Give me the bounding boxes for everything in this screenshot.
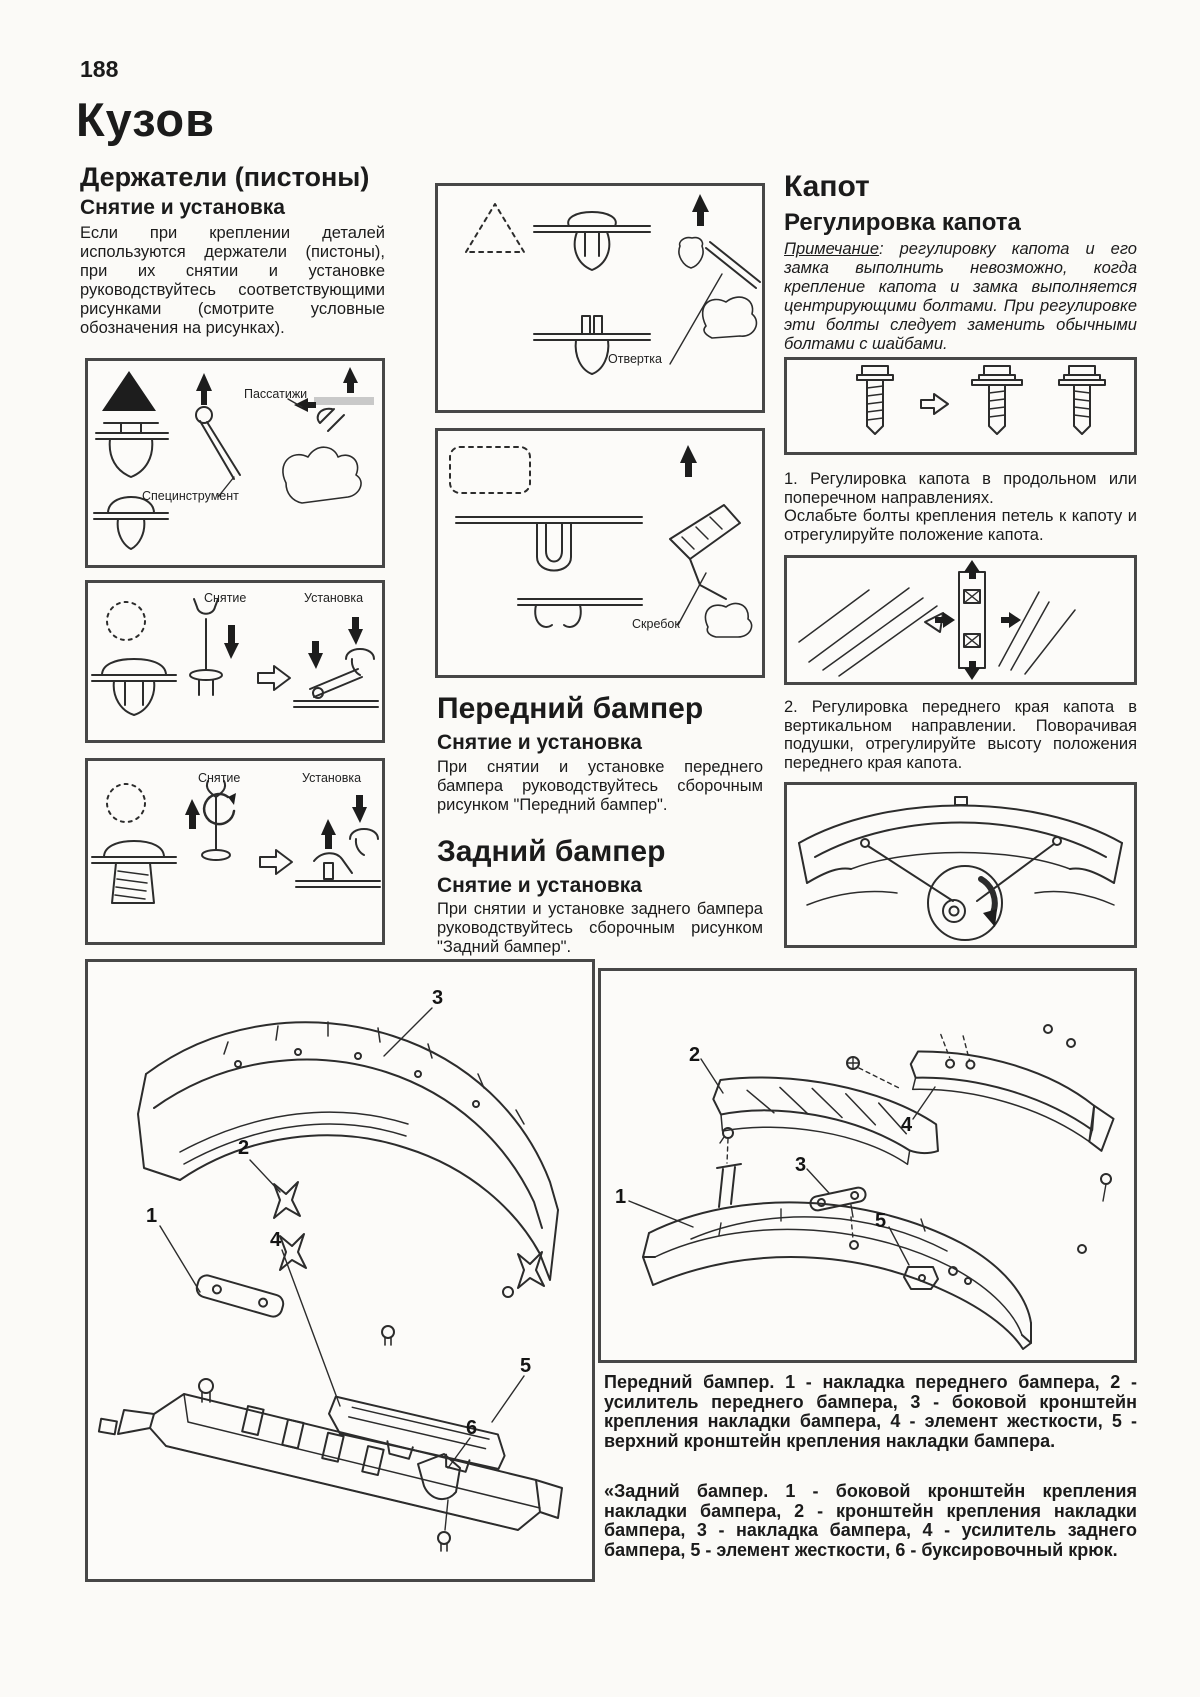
figure-rear-bumper-exploded <box>85 959 595 1582</box>
page-number: 188 <box>80 56 119 82</box>
label-removal: Снятие <box>198 771 241 785</box>
label-scraper: Скребок <box>632 617 680 631</box>
arrow-rotate-icon <box>228 793 236 805</box>
section-heading-rear-bumper: Задний бампер <box>437 835 666 868</box>
callout-3: 3 <box>795 1154 807 1176</box>
clips-scraper-drawing <box>438 431 762 675</box>
figure-front-bumper-exploded <box>598 968 1137 1363</box>
rear-bumper-drawing <box>88 962 592 1579</box>
clips-body-text: Если при креплении деталей используются держатели (пистоны), при их снятии и установке руководствуйтесь соответствующими рисунками (смотрите условные обозначения на рисунках). <box>80 224 385 337</box>
hood-step1-detail-text: Ослабьте болты крепления петель к капоту и отрегулируйте положение капота. <box>784 507 1137 544</box>
arrow-down-icon <box>352 795 367 823</box>
hood-note-text <box>784 240 1137 354</box>
callout-5: 5 <box>875 1210 887 1232</box>
note-label: Примечание <box>784 240 880 258</box>
centering-bolt <box>857 366 893 434</box>
arrow-right-icon <box>1001 612 1021 628</box>
legend-dotted-circle <box>107 602 145 640</box>
figure-clip-removal-installation-1 <box>85 580 385 743</box>
label-installation: Установка <box>302 771 362 785</box>
legend-dashed-triangle <box>466 204 524 252</box>
callout-5: 5 <box>520 1355 532 1377</box>
callout-2: 2 <box>689 1044 701 1066</box>
label-screwdriver: Отвертка <box>608 352 662 366</box>
callout-1: 1 <box>146 1205 158 1227</box>
callout-4: 4 <box>901 1114 913 1136</box>
hood-step1-text: 1. Регулировка капота в продольном или поперечном направлениях. <box>784 470 1137 507</box>
arrow-open-right-icon <box>921 394 948 414</box>
subheading-removal-installation: Снятие и установка <box>437 731 642 754</box>
clips-screwdriver-drawing <box>438 186 762 410</box>
figure-hood-cushion-adjustment <box>784 782 1137 948</box>
screw-clip-drawing <box>88 761 382 942</box>
clip-special-tool-drawing <box>88 361 382 565</box>
rear-bumper-body-text: При снятии и установке заднего бампера руководствуйтесь сборочным рисунком "Задний бампер". <box>437 900 763 956</box>
hood-hinge-drawing <box>787 558 1134 682</box>
subheading-removal-installation: Снятие и установка <box>437 874 642 897</box>
arrow-up-icon <box>196 373 212 405</box>
bolt-with-washer <box>972 366 1022 434</box>
label-special-tool: Специнструмент <box>142 489 239 503</box>
label-removal: Снятие <box>204 591 247 605</box>
front-bumper-caption: Передний бампер. 1 - накладка переднего бампера, 2 - усилитель переднего бампера, 3 - боковой кронштейн крепления накладки бампера, 4 - элемент жесткости, 5 - верхний кронштейн крепления накладки бампера. <box>604 1372 1137 1451</box>
figure-hood-hinge <box>784 555 1137 685</box>
front-bumper-drawing <box>601 971 1134 1360</box>
figure-clip-special-tool <box>85 358 385 568</box>
bolt-with-washer <box>1059 366 1105 434</box>
callout-2: 2 <box>238 1137 250 1159</box>
note-body: : регулировку капота и его замка выполнить невозможно, когда крепление капота и замка выполняется центрирующими болтами. При регулировке эти болты следует заменить обычными болтами с шайбами. <box>784 240 1137 353</box>
arrow-down-icon <box>964 661 980 680</box>
arrow-rotate-icon <box>983 909 997 927</box>
callout-3: 3 <box>432 987 444 1009</box>
section-heading-front-bumper: Передний бампер <box>437 692 704 725</box>
figure-centering-bolts <box>784 357 1137 455</box>
callout-6: 6 <box>466 1417 478 1439</box>
legend-triangle-solid <box>102 371 156 411</box>
section-heading-hood: Капот <box>784 170 870 203</box>
clip-removal-drawing <box>88 583 382 740</box>
callout-4: 4 <box>270 1229 282 1251</box>
label-pliers: Пассатижи <box>244 387 308 401</box>
arrow-up-icon <box>680 445 697 477</box>
label-installation: Установка <box>304 591 364 605</box>
arrow-up-icon <box>321 819 336 849</box>
arrow-up-icon <box>185 799 200 829</box>
legend-dashed-rect <box>450 447 530 493</box>
figure-clips-scraper <box>435 428 765 678</box>
rear-bumper-caption: «Задний бампер. 1 - боковой кронштейн крепления накладки бампера, 2 - кронштейн крепления накладки бампера, 3 - накладка бампера, 4 - усилитель заднего бампера, 5 - элемент жесткости, 6 - буксировочный крюк. <box>604 1481 1137 1560</box>
arrow-open-right-icon <box>258 666 290 690</box>
figure-clip-removal-installation-2 <box>85 758 385 945</box>
arrow-up-icon <box>964 560 980 579</box>
arrow-up-icon <box>343 367 358 393</box>
hood-cushion-drawing <box>787 785 1134 945</box>
section-heading-clips: Держатели (пистоны) <box>80 162 370 192</box>
arrow-down-icon <box>224 625 239 659</box>
bolts-drawing <box>787 360 1134 452</box>
callout-1: 1 <box>615 1186 627 1208</box>
hood-step2-text: 2. Регулировка переднего края капота в вертикальном направлении. Поворачивая подушки, отрегулируйте высоту положения переднего края капота. <box>784 698 1137 772</box>
figure-clips-screwdriver <box>435 183 765 413</box>
subheading-hood-adjustment: Регулировка капота <box>784 209 1021 236</box>
front-bumper-body-text: При снятии и установке переднего бампера руководствуйтесь сборочным рисунком "Передний бампер". <box>437 758 763 814</box>
arrow-up-icon <box>692 194 709 226</box>
arrow-down-icon <box>348 617 363 645</box>
arrow-open-right-icon <box>260 850 292 874</box>
subheading-removal-installation: Снятие и установка <box>80 196 285 219</box>
page-title: Кузов <box>76 93 216 146</box>
arrow-up-icon <box>308 641 323 669</box>
legend-dotted-circle <box>107 784 145 822</box>
